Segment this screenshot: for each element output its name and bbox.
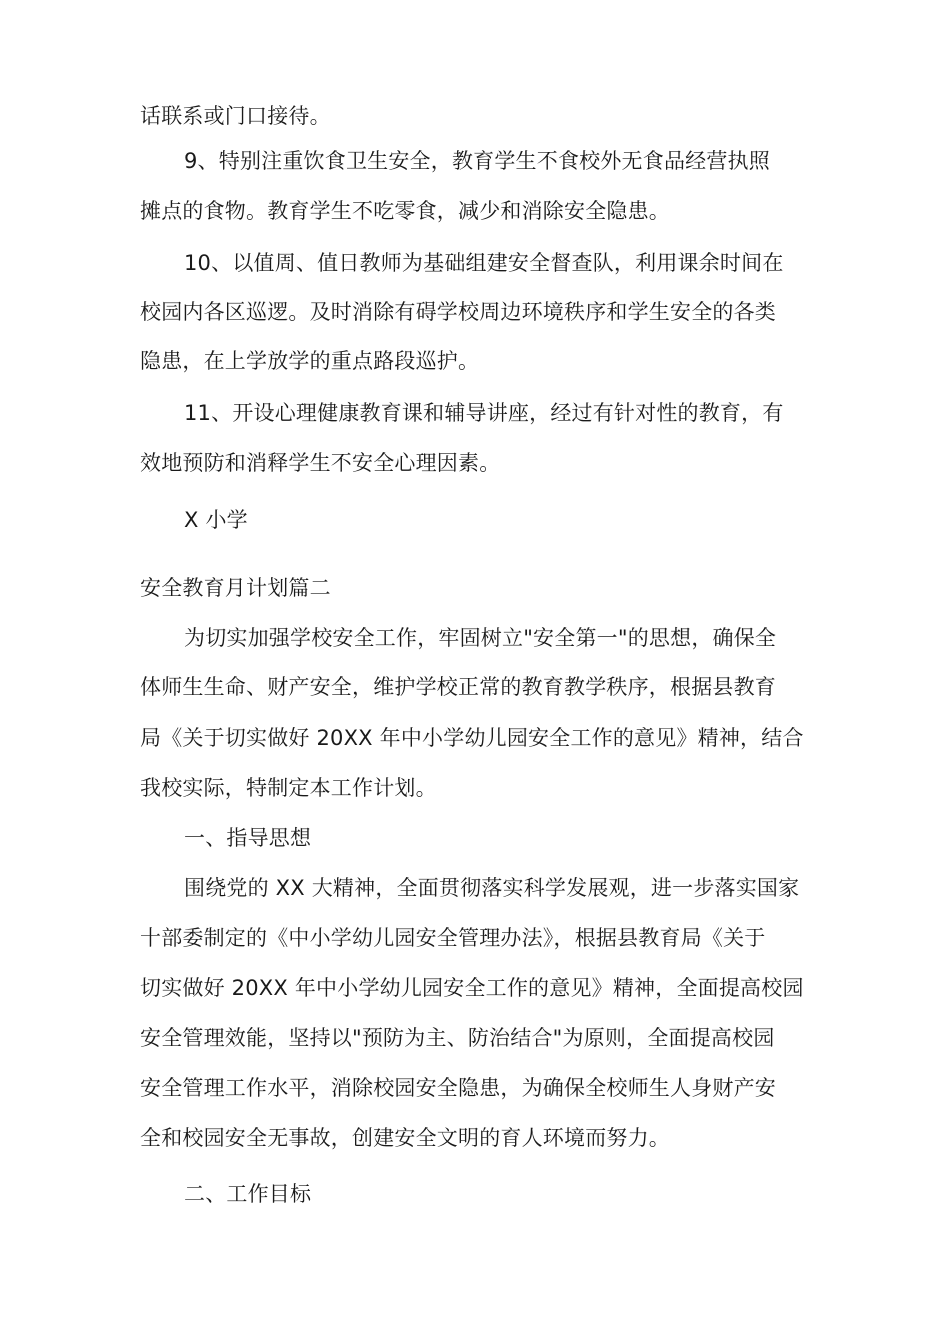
heading-guiding-thought: 一、指导思想: [184, 826, 312, 850]
paragraph-line: 校园内各区巡逻。及时消除有碍学校周边环境秩序和学生安全的各类: [140, 300, 776, 324]
paragraph-line: 9、特别注重饮食卫生安全，教育学生不食校外无食品经营执照: [184, 149, 770, 173]
paragraph-line: 全和校园安全无事故，创建安全文明的育人环境而努力。: [140, 1126, 670, 1150]
paragraph-line: 安全管理效能，坚持以"预防为主、防治结合"为原则，全面提高校园: [140, 1026, 775, 1050]
paragraph-line: 我校实际，特制定本工作计划。: [140, 776, 437, 800]
paragraph-line: 摊点的食物。教育学生不吃零食，减少和消除安全隐患。: [140, 199, 670, 223]
paragraph-line: 隐患，在上学放学的重点路段巡护。: [140, 349, 480, 373]
paragraph-line: 为切实加强学校安全工作，牢固树立"安全第一"的思想，确保全: [184, 626, 777, 650]
school-name: X 小学: [184, 508, 248, 532]
paragraph-line: 10、以值周、值日教师为基础组建安全督查队，利用课余时间在: [184, 251, 784, 275]
paragraph-line: 效地预防和消释学生不安全心理因素。: [140, 451, 501, 475]
paragraph-line: 十部委制定的《中小学幼儿园安全管理办法》，根据县教育局《关于: [140, 926, 766, 950]
paragraph-line: 切实做好 20XX 年中小学幼儿园安全工作的意见》精神，全面提高校园: [140, 976, 804, 1000]
paragraph-line: 11、开设心理健康教育课和辅导讲座，经过有针对性的教育，有: [184, 401, 784, 425]
paragraph-line: 话联系或门口接待。: [140, 104, 331, 128]
paragraph-line: 局《关于切实做好 20XX 年中小学幼儿园安全工作的意见》精神，结合: [140, 726, 804, 750]
section-title: 安全教育月计划篇二: [140, 576, 331, 600]
paragraph-line: 安全管理工作水平，消除校园安全隐患，为确保全校师生人身财产安: [140, 1076, 776, 1100]
paragraph-line: 体师生生命、财产安全，维护学校正常的教育教学秩序，根据县教育: [140, 675, 776, 699]
paragraph-line: 围绕党的 XX 大精神，全面贯彻落实科学发展观，进一步落实国家: [184, 876, 800, 900]
heading-work-goal: 二、工作目标: [184, 1182, 312, 1206]
